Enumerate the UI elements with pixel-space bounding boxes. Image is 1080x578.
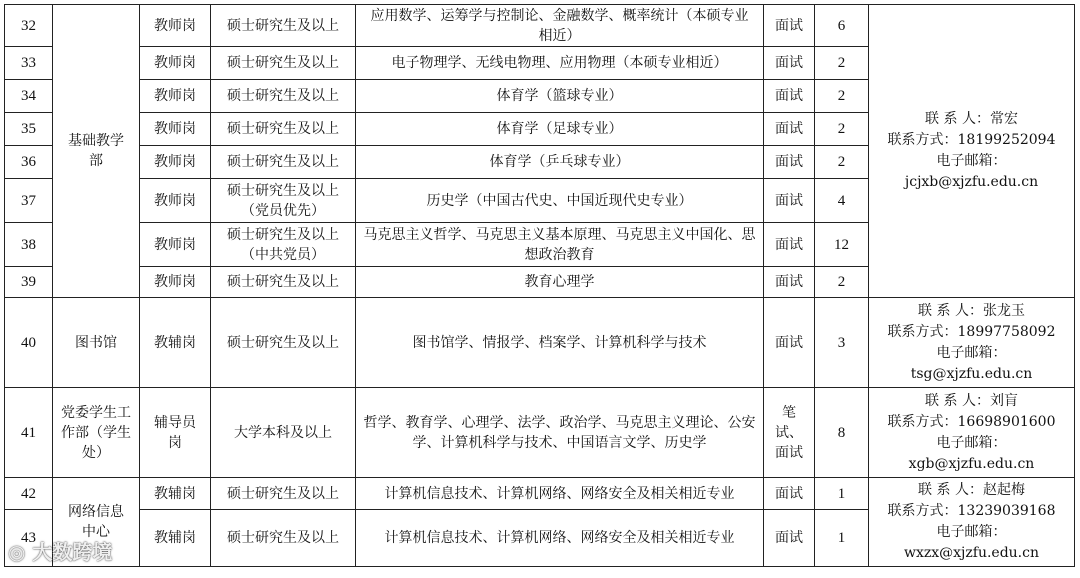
method-cell: 面试 — [764, 5, 815, 47]
contact-cell — [869, 298, 1075, 388]
count-cell: 1 — [815, 510, 869, 567]
education-cell: 硕士研究生及以上（党员优先） — [211, 179, 356, 223]
education-cell: 硕士研究生及以上 — [211, 478, 356, 510]
table-row — [5, 298, 1075, 388]
post-cell: 教师岗 — [140, 267, 211, 298]
contact-cell — [869, 388, 1075, 478]
contact-cell — [869, 478, 1075, 567]
row-number: 32 — [5, 5, 53, 47]
method-cell: 面试 — [764, 267, 815, 298]
contact-person: 联 系 人：常宏 — [925, 111, 1018, 127]
row-number: 39 — [5, 267, 53, 298]
row-number: 38 — [5, 223, 53, 267]
count-cell: 2 — [815, 267, 869, 298]
recruitment-table — [4, 4, 1075, 567]
row-number: 33 — [5, 47, 53, 80]
method-cell: 面试 — [764, 179, 815, 223]
method-cell: 面试 — [764, 80, 815, 113]
contact-email: wxzx@xjzfu.edu.cn — [904, 545, 1039, 561]
method-cell: 面试 — [764, 298, 815, 388]
education-cell: 硕士研究生及以上 — [211, 267, 356, 298]
watermark-logo — [8, 536, 112, 565]
method-cell: 笔试、面试 — [764, 388, 815, 478]
contact-email-label: 电子邮箱： — [936, 344, 1007, 361]
post-cell: 教辅岗 — [140, 478, 211, 510]
watermark-icon: ◎ — [8, 540, 33, 564]
major-cell: 历史学（中国古代史、中国近现代史专业） — [356, 179, 764, 223]
contact-email-label: 电子邮箱： — [936, 524, 1007, 540]
method-cell: 面试 — [764, 47, 815, 80]
contact-person: 联 系 人：赵起梅 — [918, 482, 1025, 498]
contact-phone: 联系方式：16698901600 — [887, 413, 1056, 430]
contact-cell — [869, 5, 1075, 298]
major-cell: 教育心理学 — [356, 267, 764, 298]
education-cell: 硕士研究生及以上 — [211, 113, 356, 146]
post-cell: 教辅岗 — [140, 510, 211, 567]
method-cell: 面试 — [764, 510, 815, 567]
post-cell: 教师岗 — [140, 223, 211, 267]
count-cell: 3 — [815, 298, 869, 388]
post-cell: 教师岗 — [140, 80, 211, 113]
major-cell: 哲学、教育学、心理学、法学、政治学、马克思主义理论、公安学、计算机科学与技术、中国语言文学、历史学 — [356, 388, 764, 478]
row-number: 34 — [5, 80, 53, 113]
major-cell: 体育学（足球专业） — [356, 113, 764, 146]
education-cell: 硕士研究生及以上（中共党员） — [211, 223, 356, 267]
contact-email: tsg@xjzfu.edu.cn — [910, 365, 1033, 382]
count-cell: 2 — [815, 113, 869, 146]
education-cell: 硕士研究生及以上 — [211, 80, 356, 113]
count-cell: 2 — [815, 80, 869, 113]
major-cell: 体育学（乒乓球专业） — [356, 146, 764, 179]
count-cell: 6 — [815, 5, 869, 47]
method-cell: 面试 — [764, 146, 815, 179]
post-cell: 辅导员岗 — [140, 388, 211, 478]
table-row — [5, 5, 1075, 47]
contact-phone: 联系方式：18997758092 — [887, 323, 1056, 340]
method-cell: 面试 — [764, 113, 815, 146]
post-cell: 教师岗 — [140, 47, 211, 80]
contact-person: 联 系 人：张龙玉 — [918, 302, 1025, 319]
contact-phone: 联系方式：18199252094 — [887, 132, 1056, 148]
major-cell: 体育学（篮球专业） — [356, 80, 764, 113]
contact-email-label: 电子邮箱： — [936, 434, 1007, 451]
method-cell: 面试 — [764, 223, 815, 267]
row-number: 43 — [5, 510, 53, 567]
row-number: 40 — [5, 298, 53, 388]
count-cell: 2 — [815, 146, 869, 179]
education-cell: 硕士研究生及以上 — [211, 47, 356, 80]
count-cell: 4 — [815, 179, 869, 223]
post-cell: 教师岗 — [140, 5, 211, 47]
major-cell: 马克思主义哲学、马克思主义基本原理、马克思主义中国化、思想政治教育 — [356, 223, 764, 267]
department-cell: 基础教学部 — [53, 5, 140, 298]
post-cell: 教师岗 — [140, 179, 211, 223]
major-cell: 计算机信息技术、计算机网络、网络安全及相关相近专业 — [356, 478, 764, 510]
post-cell: 教辅岗 — [140, 298, 211, 388]
contact-email: xgb@xjzfu.edu.cn — [908, 455, 1035, 472]
table-row — [5, 478, 1075, 510]
department-cell: 图书馆 — [53, 298, 140, 388]
major-cell: 应用数学、运筹学与控制论、金融数学、概率统计（本硕专业相近） — [356, 5, 764, 47]
education-cell: 硕士研究生及以上 — [211, 5, 356, 47]
count-cell: 1 — [815, 478, 869, 510]
post-cell: 教师岗 — [140, 146, 211, 179]
table-row — [5, 388, 1075, 478]
department-cell: 网络信息中心 — [53, 478, 140, 567]
major-cell: 图书馆学、情报学、档案学、计算机科学与技术 — [356, 298, 764, 388]
post-cell: 教师岗 — [140, 113, 211, 146]
major-cell: 计算机信息技术、计算机网络、网络安全及相关相近专业 — [356, 510, 764, 567]
contact-email: jcjxb@xjzfu.edu.cn — [904, 174, 1039, 190]
row-number: 42 — [5, 478, 53, 510]
row-number: 37 — [5, 179, 53, 223]
contact-person: 联 系 人：刘肓 — [925, 392, 1018, 409]
count-cell: 8 — [815, 388, 869, 478]
contact-phone: 联系方式：13239039168 — [887, 503, 1056, 519]
row-number: 41 — [5, 388, 53, 478]
education-cell: 硕士研究生及以上 — [211, 298, 356, 388]
count-cell: 2 — [815, 47, 869, 80]
major-cell: 电子物理学、无线电物理、应用物理（本硕专业相近） — [356, 47, 764, 80]
education-cell: 硕士研究生及以上 — [211, 146, 356, 179]
watermark-text: 大数跨境 — [32, 540, 113, 564]
education-cell: 大学本科及以上 — [211, 388, 356, 478]
contact-email-label: 电子邮箱： — [936, 153, 1007, 169]
count-cell: 12 — [815, 223, 869, 267]
department-cell: 党委学生工作部（学生处） — [53, 388, 140, 478]
method-cell: 面试 — [764, 478, 815, 510]
education-cell: 硕士研究生及以上 — [211, 510, 356, 567]
row-number: 35 — [5, 113, 53, 146]
row-number: 36 — [5, 146, 53, 179]
